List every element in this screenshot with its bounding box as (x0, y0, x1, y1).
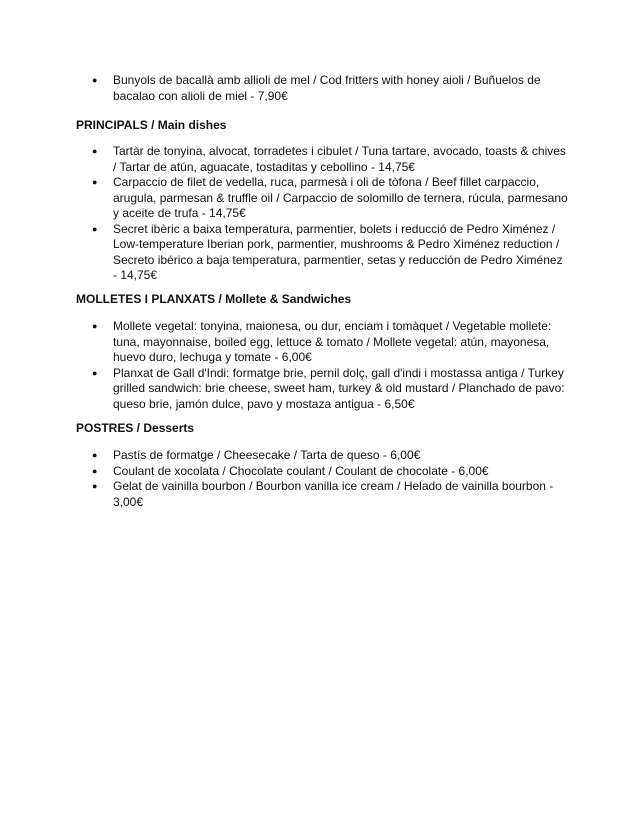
bullet-icon: ● (92, 465, 98, 476)
bullet-icon: ● (92, 321, 98, 331)
list-item: ● Carpaccio de filet de vedella, ruca, parmesà i oli de tòfona / Beef fillet carpaccio, arugula, parmesan & truffle oil / Carpaccio de solomillo de ternera, rúcula, parmesano y aceite de trufa - 14,75€ (92, 175, 568, 220)
bullet-icon: ● (92, 146, 98, 156)
section-heading-main-dishes: PRINCIPALS / Main dishes (76, 118, 227, 132)
starters-list (0, 73, 640, 104)
list-item: ● Secret ibèric a baixa temperatura, parmentier, bolets i reducció de Pedro Ximénez / Low-temperature Iberian pork, parmentier, mushrooms & Pedro Ximénez reduction / Secreto ibérico a baja temperatura, parmentier, setas y reducción de Pedro Ximénez - 14,75€ (92, 221, 563, 282)
section-heading-sandwiches: MOLLETES I PLANXATS / Mollete & Sandwiches (76, 292, 352, 306)
list-item: ● Bunyols de bacallà amb allioli de mel / Cod fritters with honey aioli / Buñuelos de bacalao con alioli de miel - 7,90€ (92, 73, 541, 103)
bullet-icon: ● (92, 75, 98, 85)
bullet-icon: ● (92, 223, 98, 234)
sandwiches-list (0, 319, 640, 412)
main-dishes-list (0, 144, 640, 284)
bullet-icon: ● (92, 481, 98, 491)
bullet-icon: ● (92, 177, 98, 187)
list-item: ● Pastís de formatge / Cheesecake / Tarta de queso - 6,00€ (92, 448, 421, 462)
section-heading-desserts: POSTRES / Desserts (76, 421, 195, 435)
list-item: ● Coulant de xocolata / Chocolate coulant / Coulant de chocolate - 6,00€ (92, 463, 489, 478)
list-item: ● Tartàr de tonyina, alvocat, torradetes i cibulet / Tuna tartare, avocado, toasts & chives / Tartar de atún, aguacate, tostaditas y cebollino - 14,75€ (92, 144, 566, 174)
list-item: ● Gelat de vainilla bourbon / Bourbon vanilla ice cream / Helado de vainilla bourbon - 3,00€ (92, 479, 554, 509)
bullet-icon: ● (92, 367, 98, 378)
list-item: ● Mollete vegetal: tonyina, maionesa, ou dur, enciam i tomàquet / Vegetable mollete: tuna, mayonnaise, boiled egg, lettuce & tomato / Mollete vegetal: atún, mayonesa, huevo duro, lechuga y tomate - 6,00€ (92, 319, 552, 364)
desserts-list (0, 448, 640, 510)
bullet-icon: ● (92, 450, 98, 460)
list-item: ● Planxat de Gall d'Indi: formatge brie, pernil dolç, gall d'indi i mostassa antiga / Turkey grilled sandwich: brie cheese, sweet ham, turkey & old mustard / Planchado de pavo: queso brie, jamón dulce, pavo y mostaza antigua - 6,50€ (92, 365, 565, 411)
